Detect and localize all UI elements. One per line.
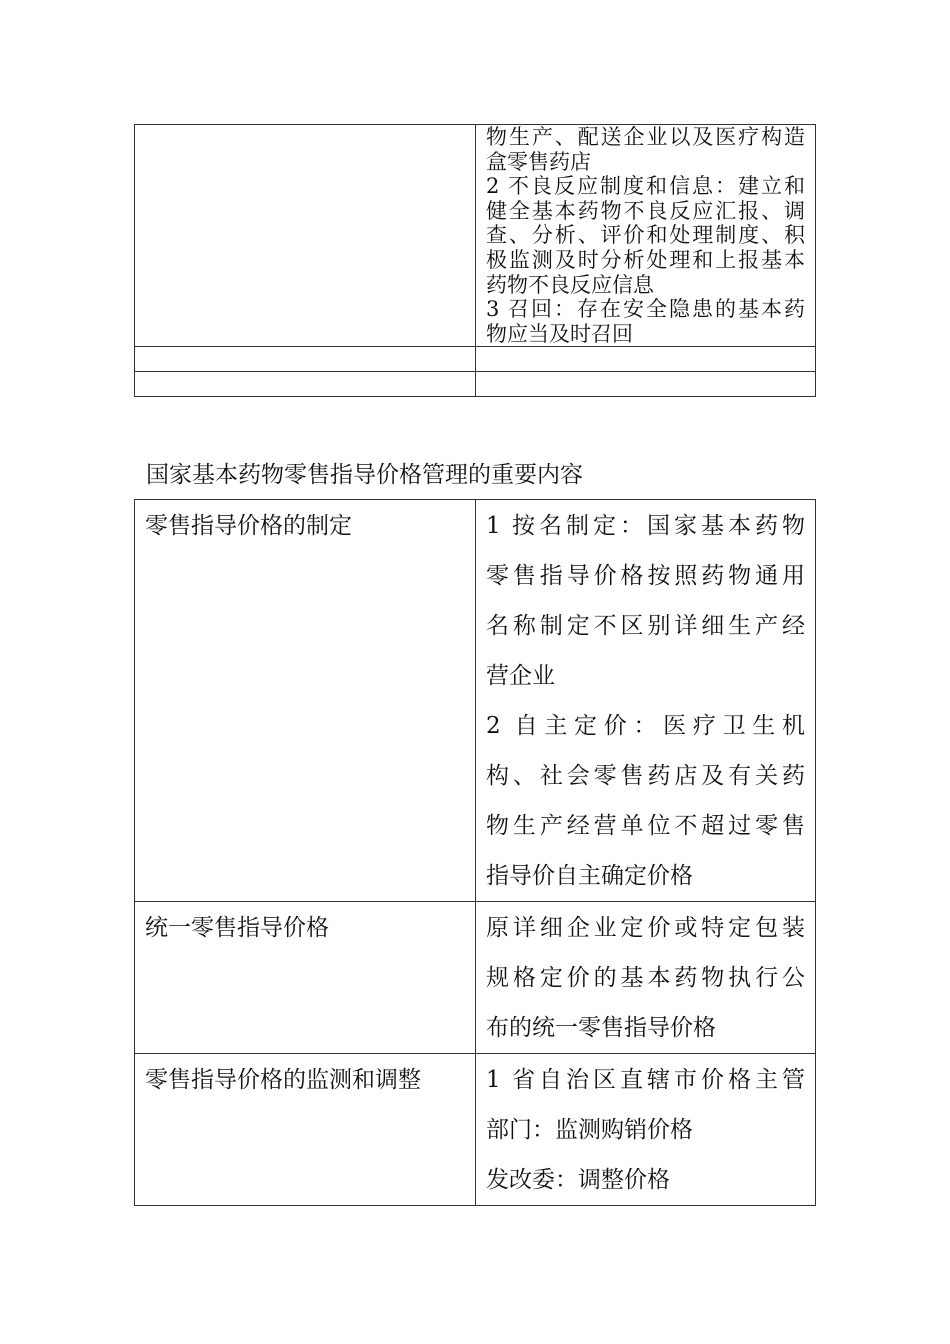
- text-line: 构、社会零售药店及有关药: [486, 763, 805, 789]
- text-line: 指导价自主确定价格: [486, 863, 693, 889]
- text-line: 营企业: [486, 663, 555, 689]
- table-cell-empty: [135, 372, 476, 397]
- text-line: 1 按名制定：国家基本药物: [486, 513, 805, 539]
- drug-policy-table-continued: [134, 124, 816, 397]
- table-row-empty: [135, 372, 816, 397]
- text-line: 规格定价的基本药物执行公: [486, 965, 805, 991]
- text-line: 名称制定不区别详细生产经: [486, 613, 805, 639]
- text-line: 物生产经营单位不超过零售: [486, 813, 805, 839]
- text-line: 3 召回：存在安全隐患的基本药: [486, 297, 805, 322]
- row-label: 零售指导价格的监测和调整: [135, 1054, 476, 1206]
- section-heading: 国家基本药物零售指导价格管理的重要内容: [146, 462, 583, 488]
- text-line: 零售指导价格按照药物通用: [486, 563, 805, 589]
- table-row: [135, 1054, 816, 1206]
- text-line: 药物不良反应信息: [486, 272, 654, 297]
- row-content: [476, 1054, 816, 1206]
- text-line: 健全基本药物不良反应汇报、调: [486, 198, 805, 223]
- text-line: 部门：监测购销价格: [486, 1117, 693, 1143]
- table-row: [135, 125, 816, 347]
- text-line: 原详细企业定价或特定包装: [486, 915, 805, 941]
- text-line: 极监测及时分析处理和上报基本: [486, 247, 805, 272]
- row-label: 零售指导价格的制定: [135, 500, 476, 902]
- row-label: 统一零售指导价格: [135, 902, 476, 1054]
- table-cell-empty: [135, 347, 476, 372]
- row-content: [476, 500, 816, 902]
- text-line: 2 不良反应制度和信息：建立和: [486, 174, 805, 199]
- table-cell-empty: [476, 347, 816, 372]
- table-row: [135, 902, 816, 1054]
- text-line: 2 自主定价：医疗卫生机: [486, 713, 805, 739]
- text-line: 布的统一零售指导价格: [486, 1015, 716, 1041]
- text-line: 盒零售药店: [486, 149, 591, 174]
- text-line: 1 省自治区直辖市价格主管: [486, 1067, 805, 1093]
- table-cell-empty: [135, 125, 476, 347]
- text-line: 物应当及时召回: [486, 321, 633, 346]
- row-content: [476, 902, 816, 1054]
- retail-price-guidance-table: [134, 499, 816, 1206]
- table-cell-text: [476, 125, 816, 347]
- text-line: 发改委：调整价格: [486, 1167, 670, 1193]
- text-line: 查、分析、评价和处理制度、积: [486, 223, 805, 248]
- table-row-empty: [135, 347, 816, 372]
- table-row: [135, 500, 816, 902]
- text-line: 物生产、配送企业以及医疗构造: [486, 125, 805, 149]
- table-cell-empty: [476, 372, 816, 397]
